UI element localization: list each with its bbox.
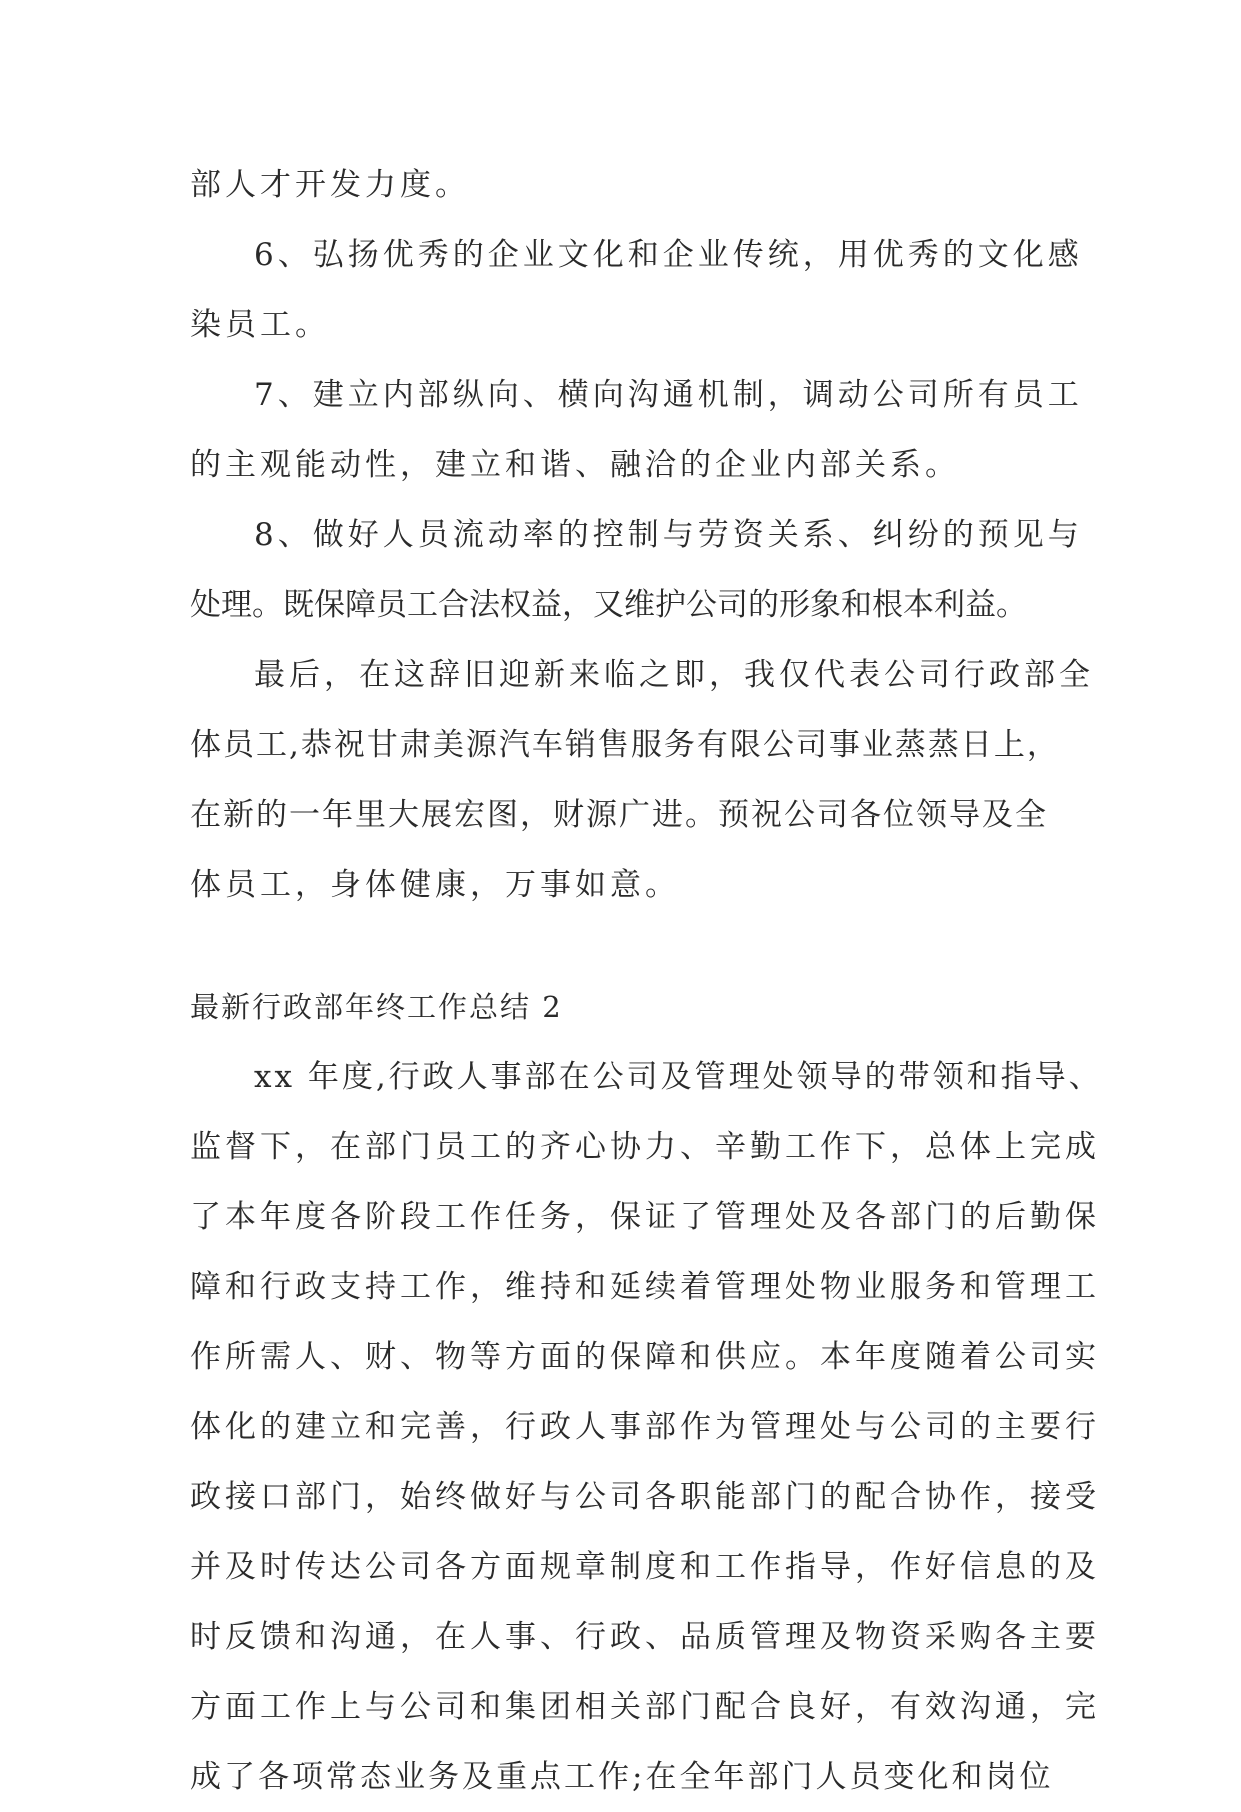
text-line: 最后，在这辞旧迎新来临之即，我仅代表公司行政部全 xyxy=(254,657,1094,693)
text-line: xx 年度,行政人事部在公司及管理处领导的带领和指导、 xyxy=(254,1059,1103,1095)
text-line: 时反馈和沟通，在人事、行政、品质管理及物资采购各主要 xyxy=(190,1619,1100,1655)
text-line: 政接口部门，始终做好与公司各职能部门的配合协作，接受 xyxy=(190,1479,1100,1515)
text-line: 在新的一年里大展宏图，财源广进。预祝公司各位领导及全 xyxy=(190,797,1048,833)
section-heading: 最新行政部年终工作总结 2 xyxy=(190,990,563,1024)
text-line: 的主观能动性，建立和谐、融洽的企业内部关系。 xyxy=(190,447,960,483)
text-line: 处理。既保障员工合法权益，又维护公司的形象和根本利益。 xyxy=(190,587,1027,623)
text-line: 成了各项常态业务及重点工作;在全年部门人员变化和岗位 xyxy=(190,1759,1054,1795)
section-gap xyxy=(190,920,1050,972)
text-line: 并及时传达公司各方面规章制度和工作指导，作好信息的及 xyxy=(190,1549,1100,1585)
text-line: 部人才开发力度。 xyxy=(190,167,470,203)
text-line: 染员工。 xyxy=(190,307,330,343)
text-line: 障和行政支持工作，维持和延续着管理处物业服务和管理工 xyxy=(190,1269,1100,1305)
text-line: 体员工，身体健康，万事如意。 xyxy=(190,867,680,903)
document-page xyxy=(190,150,1103,1812)
text-line: 方面工作上与公司和集团相关部门配合良好，有效沟通，完 xyxy=(190,1689,1100,1725)
text-line: 7、建立内部纵向、横向沟通机制，调动公司所有员工 xyxy=(254,377,1083,413)
text-line: 监督下，在部门员工的齐心协力、辛勤工作下，总体上完成 xyxy=(190,1129,1100,1165)
text-line: 8、做好人员流动率的控制与劳资关系、纠纷的预见与 xyxy=(254,517,1083,553)
text-line: 了本年度各阶段工作任务，保证了管理处及各部门的后勤保 xyxy=(190,1199,1100,1235)
text-line: 体员工,恭祝甘肃美源汽车销售服务有限公司事业蒸蒸日上， xyxy=(190,727,1060,763)
text-line: 作所需人、财、物等方面的保障和供应。本年度随着公司实 xyxy=(190,1339,1100,1375)
text-line: 体化的建立和完善，行政人事部作为管理处与公司的主要行 xyxy=(190,1409,1100,1445)
text-line: 6、弘扬优秀的企业文化和企业传统，用优秀的文化感 xyxy=(254,237,1083,273)
